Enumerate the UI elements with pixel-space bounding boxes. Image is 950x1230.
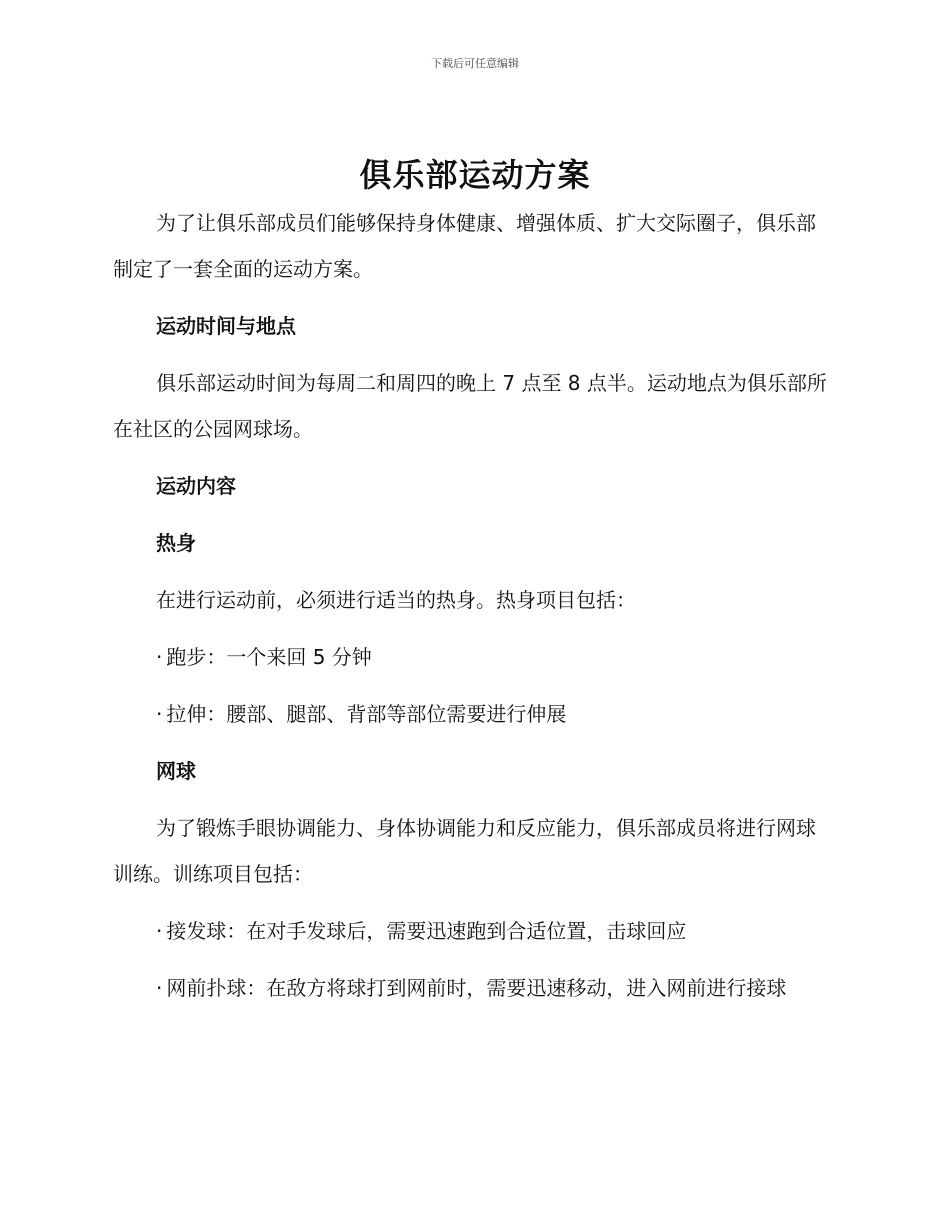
document-body	[113, 200, 833, 1022]
warmup-item-text: 跑步：一个来回 5 分钟	[166, 645, 372, 669]
list-item	[113, 634, 833, 680]
bullet-dot: ·	[156, 702, 163, 726]
bullet-dot: ·	[156, 976, 163, 1000]
intro-paragraph: 为了让俱乐部成员们能够保持身体健康、增强体质、扩大交际圈子，俱乐部制定了一套全面的运动方案。	[113, 211, 816, 281]
tennis-item-text: 接发球：在对手发球后，需要迅速跑到合适位置，击球回应	[166, 919, 687, 943]
heading-tennis: 网球	[156, 759, 196, 783]
list-item	[113, 691, 833, 737]
tennis-paragraph: 为了锻炼手眼协调能力、身体协调能力和反应能力，俱乐部成员将进行网球训练。训练项目包括：	[113, 816, 816, 886]
time-place-paragraph: 俱乐部运动时间为每周二和周四的晚上 7 点至 8 点半。运动地点为俱乐部所在社区的公园网球场。	[113, 371, 827, 441]
heading-time-place: 运动时间与地点	[156, 314, 296, 338]
tennis-item-text: 网前扑球：在敌方将球打到网前时，需要迅速移动，进入网前进行接球	[166, 976, 787, 1000]
bullet-dot: ·	[156, 645, 163, 669]
document-title: 俱乐部运动方案	[359, 156, 591, 194]
header-note: 下载后可任意编辑	[431, 57, 519, 70]
heading-warmup: 热身	[156, 531, 196, 555]
warmup-paragraph: 在进行运动前，必须进行适当的热身。热身项目包括：	[156, 588, 636, 612]
warmup-item-text: 拉伸：腰部、腿部、背部等部位需要进行伸展	[166, 702, 567, 726]
bullet-dot: ·	[156, 919, 163, 943]
list-item	[113, 908, 833, 954]
list-item	[113, 965, 833, 1011]
heading-content: 运动内容	[156, 474, 236, 498]
